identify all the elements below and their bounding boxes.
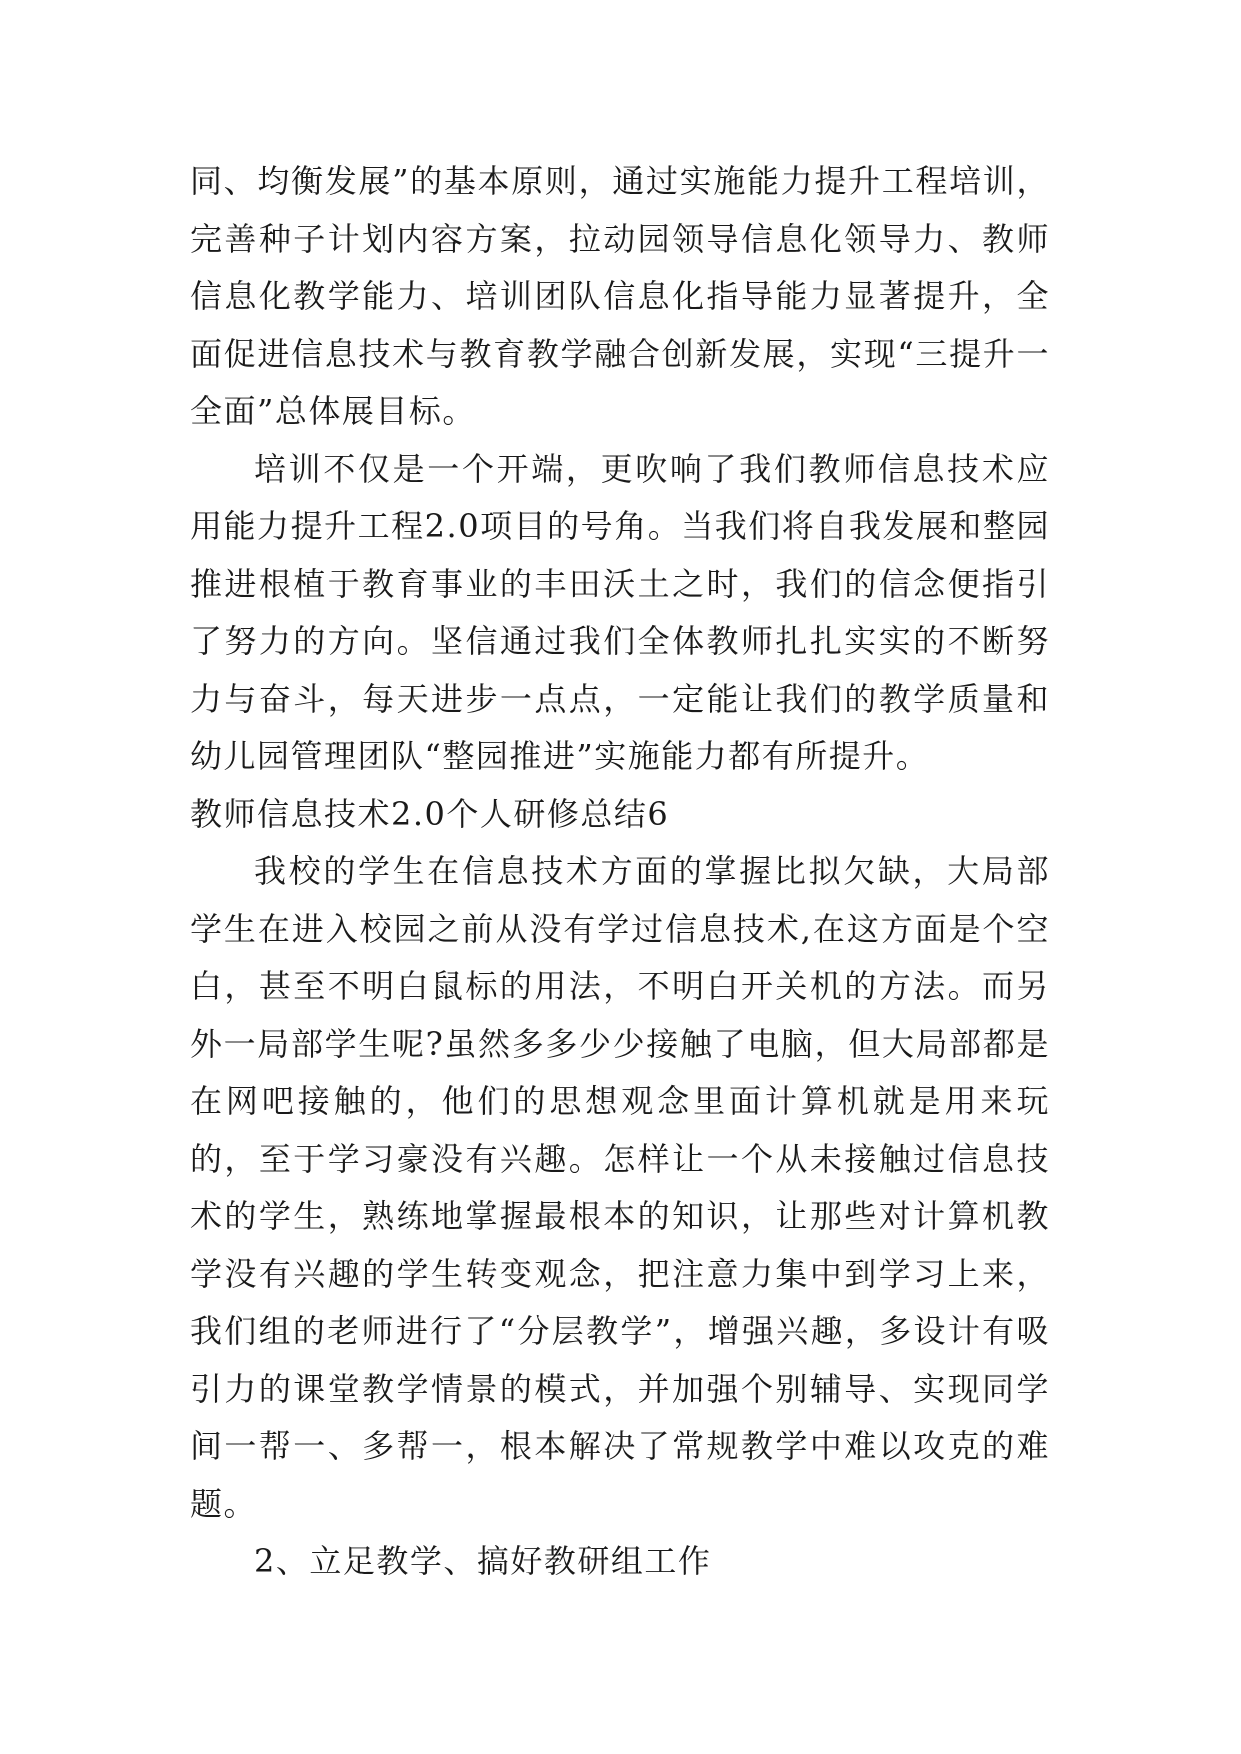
paragraph-student-situation: 我校的学生在信息技术方面的掌握比拟欠缺，大局部学生在进入校园之前从没有学过信息技术,在这方面是个空白，甚至不明白鼠标的用法，不明白开关机的方法。而另外一局部学生呢?虽然多多少少接触了电脑，但大局部都是在网吧接触的，他们的思想观念里面计算机就是用来玩的，至于学习豪没有兴趣。怎样让一个从未接触过信息技术的学生，熟练地掌握最根本的知识，让那些对计算机教学没有兴趣的学生转变观念，把注意力集中到学习上来，我们组的老师进行了“分层教学”，增强兴趣，多设计有吸引力的课堂教学情景的模式，并加强个别辅导、实现同学间一帮一、多帮一，根本解决了常规教学中难以攻克的难题。	[190, 852, 1050, 1523]
document-body	[190, 153, 1050, 1591]
paragraph-continuation: 同、均衡发展”的基本原则，通过实施能力提升工程培训，完善种子计划内容方案，拉动园领导信息化领导力、教师信息化教学能力、培训团队信息化指导能力显著提升，全面促进信息技术与教育教学融合创新发展，实现“三提升一全面”总体展目标。	[190, 162, 1050, 430]
paragraph-subheading-teaching: 2、立足教学、搞好教研组工作	[254, 1542, 712, 1580]
section-heading: 教师信息技术2.0个人研修总结6	[190, 794, 670, 833]
paragraph-training-outlook: 培训不仅是一个开端，更吹响了我们教师信息技术应用能力提升工程2.0项目的号角。当我们将自我发展和整园推进根植于教育事业的丰田沃土之时，我们的信念便指引了努力的方向。坚信通过我们全体教师扎扎实实的不断努力与奋斗，每天进步一点点，一定能让我们的教学质量和幼儿园管理团队“整园推进”实施能力都有所提升。	[190, 449, 1050, 775]
